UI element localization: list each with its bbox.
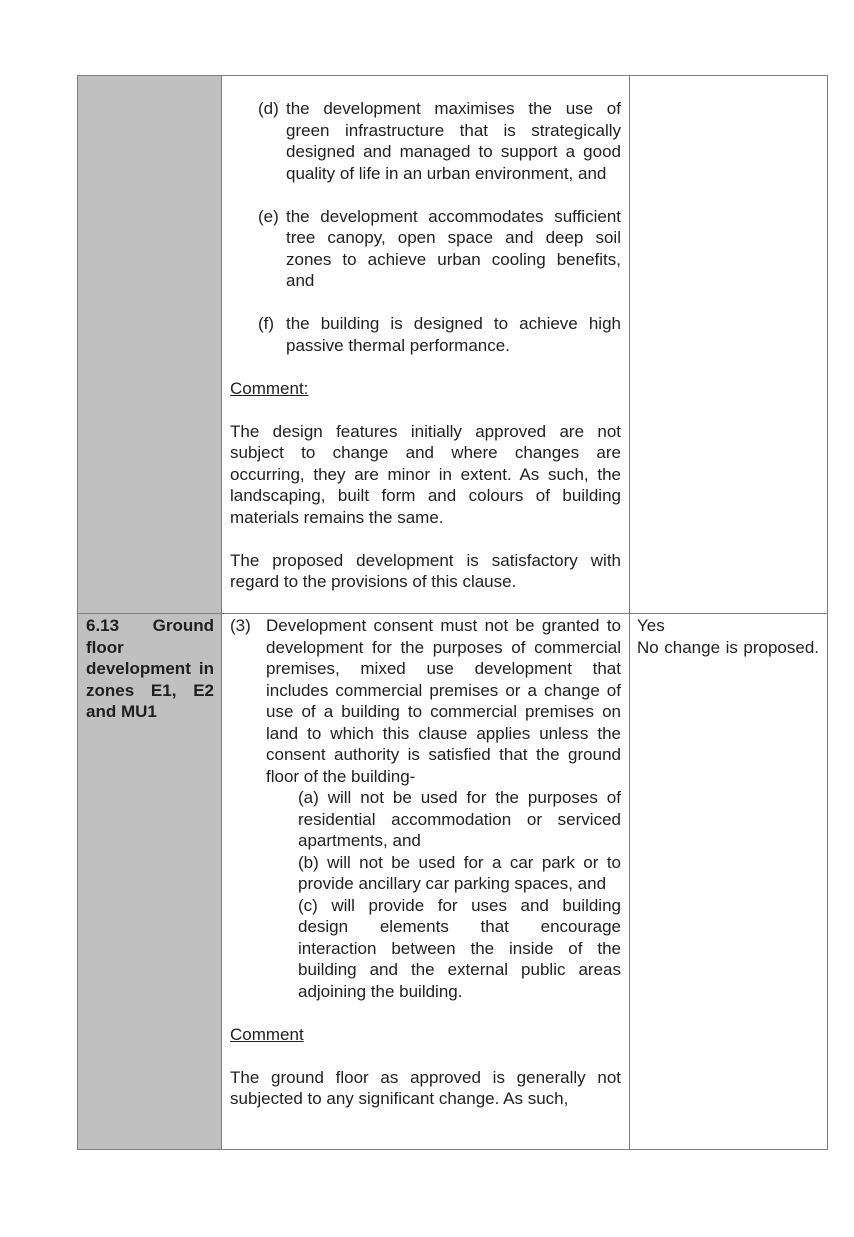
compliance-cell [630,614,828,1150]
list-item [230,313,621,356]
comment-heading: Comment: [230,378,309,398]
sub-item: (a) will not be used for the purposes of residential accommodation or serviced apartments, and [298,788,621,850]
comment-paragraph: The proposed development is satisfactory with regard to the provisions of this clause. [230,550,621,591]
requirement-cell [222,76,630,614]
item-text: the development maximises the use of green infrastructure that is strategically designed and managed to support a good quality of life in an urban environment, and [286,99,621,183]
compliance-cell-empty [630,76,828,614]
sub-item: (c) will provide for uses and building design elements that encourage interaction between the inside of the building and the external public areas adjoining the building. [298,895,621,1001]
comment-heading: Comment [230,1024,304,1044]
compliance-status: Yes [637,616,665,635]
requirement-cell [222,614,630,1150]
item-text: the development accommodates sufficient tree canopy, open space and deep soil zones to achieve urban cooling benefits, and [286,206,621,290]
assessment-table [77,75,828,1150]
list-item [230,615,621,787]
clause-title: 6.13 Ground floor development in zones E1, E2 and MU1 [86,616,214,721]
comment-paragraph: The ground floor as approved is generally not subjected to any significant change. As such, [230,1067,621,1108]
item-label: (3) [230,616,251,635]
sub-item: (b) will not be used for a car park or to provide ancillary car parking spaces, and [298,852,621,893]
table-row [78,614,828,1150]
item-label: (f) [258,314,275,333]
item-text: the building is designed to achieve high passive thermal performance. [286,314,621,355]
compliance-note: No change is proposed. [637,637,819,657]
list-item [230,98,621,184]
comment-paragraph: The design features initially approved are not subject to change and where changes are occurring, they are minor in extent. As such, the landscaping, built form and colours of building materials remains the same. [230,421,621,527]
item-text: Development consent must not be granted to development for the purposes of commercial premises, mixed use development that includes commercial premises or a change of use of a building to commercial premises on land to which this clause applies unless the consent authority is satisfied that the ground floor of the building- [266,616,621,786]
item-label: (d) [258,99,279,118]
clause-cell [78,614,222,1150]
item-label: (e) [258,206,279,226]
list-item [230,206,621,292]
clause-cell-empty [78,76,222,614]
table-row [78,76,828,614]
